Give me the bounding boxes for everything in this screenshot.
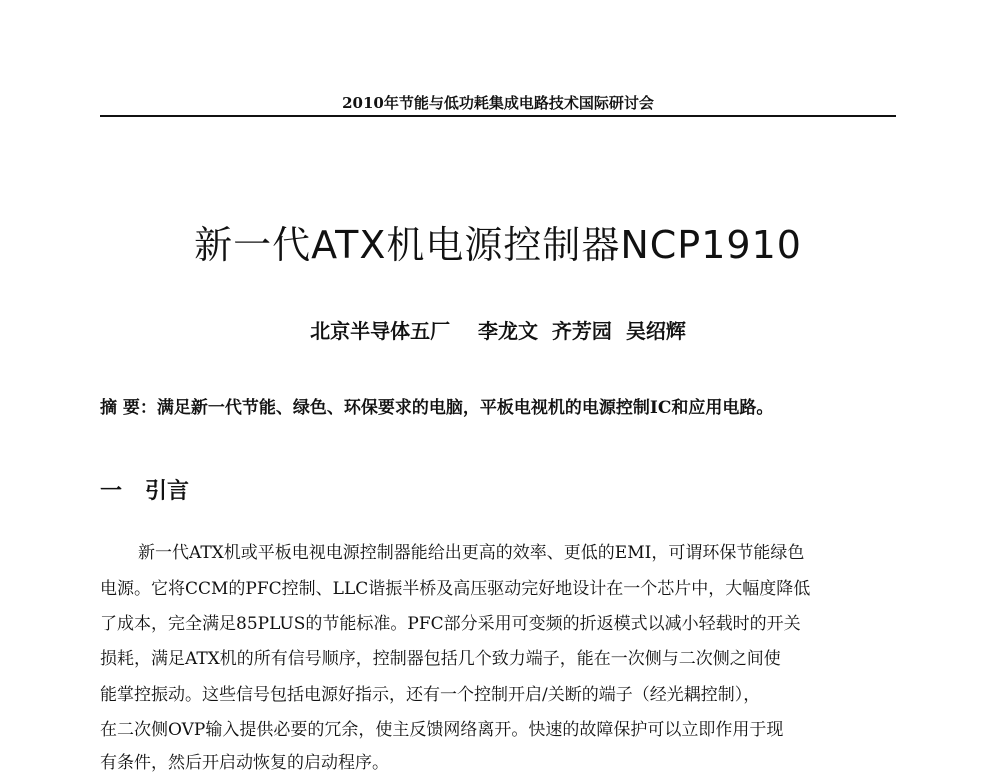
paper-title: 新一代ATX机电源控制器NCP1910	[194, 223, 802, 267]
conference-header: 2010年节能与低功耗集成电路技术国际研讨会	[342, 94, 654, 112]
abstract-label: 摘 要：	[100, 398, 157, 418]
header-rule	[100, 115, 896, 117]
section-heading	[100, 474, 189, 505]
body-line: 在二次侧OVP输入提供必要的冗余，使主反馈网络离开。快速的故障保护可以立即作用于现	[100, 720, 784, 740]
body-line: 损耗，满足ATX机的所有信号顺序，控制器包括几个致力端子，能在一次侧与二次侧之间使	[100, 649, 781, 669]
section-number: 一	[100, 479, 123, 504]
body-line: 新一代ATX机或平板电视电源控制器能给出更高的效率、更低的EMI，可谓环保节能绿色	[138, 543, 805, 563]
body-line: 有条件，然后开启动恢复的启动程序。	[100, 753, 389, 773]
body-line: 能掌控振动。这些信号包括电源好指示，还有一个控制开启/关断的端子（经光耦控制），	[100, 685, 761, 705]
section-title: 引言	[145, 479, 190, 504]
abstract-text: 满足新一代节能、绿色、环保要求的电脑，平板电视机的电源控制IC和应用电路。	[156, 398, 774, 418]
body-line: 了成本，完全满足85PLUS的节能标准。PFC部分采用可变频的折返模式以减小轻载时的开关	[100, 614, 801, 634]
author-line: 北京半导体五厂 李龙文 齐芳园 吴绍辉	[310, 319, 686, 343]
body-line: 电源。它将CCM的PFC控制、LLC谐振半桥及高压驱动完好地设计在一个芯片中，大幅度降低	[100, 579, 811, 599]
abstract	[100, 393, 900, 418]
